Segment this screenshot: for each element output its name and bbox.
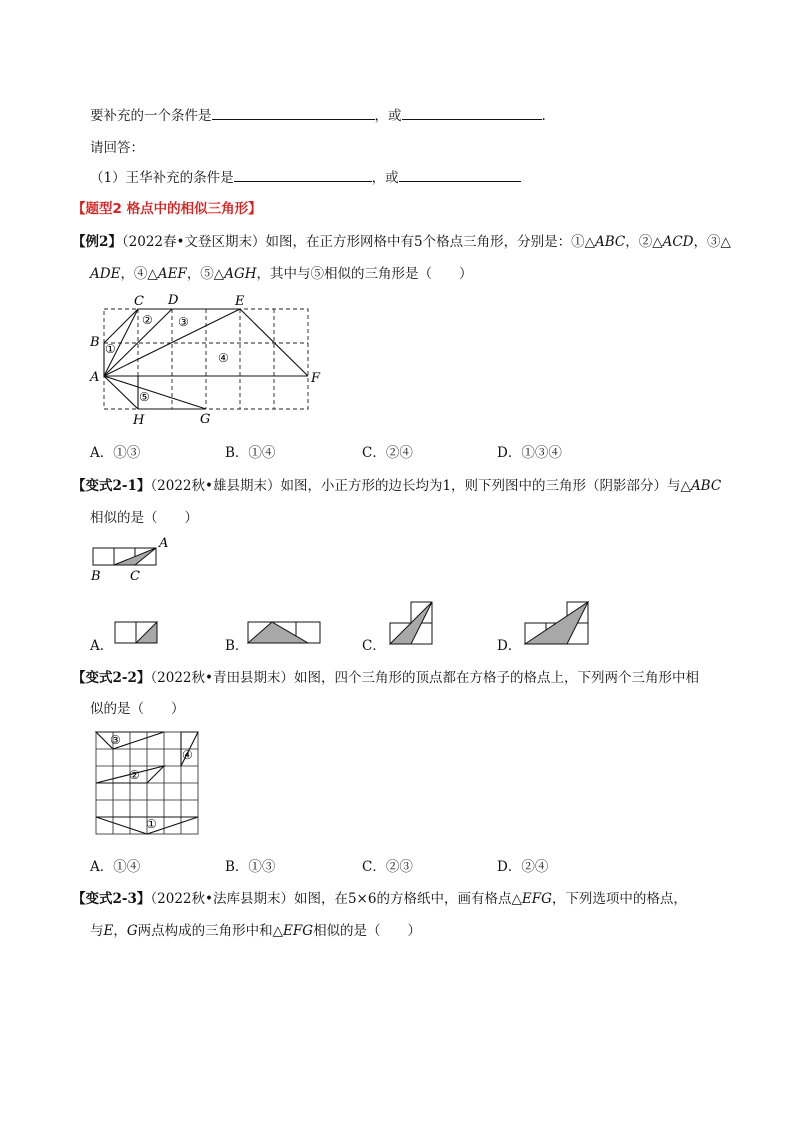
triangle-label-5: ⑤ — [139, 390, 150, 404]
variant-2-3-text-cont: 与E，G两点构成的三角形中和△EFG相似的是（ ） — [90, 923, 422, 939]
triangle-label-1: ① — [146, 817, 157, 831]
triangle-label-4: ④ — [218, 351, 229, 365]
variant-2-2-figure — [92, 728, 202, 838]
triangle-label-3: ③ — [178, 315, 189, 329]
option-b[interactable]: B．①④ — [225, 445, 276, 461]
answer-blank[interactable] — [234, 167, 372, 182]
option-c-figure[interactable] — [386, 600, 434, 648]
variant-2-1-text-cont: 相似的是（ ） — [90, 510, 198, 526]
variant-2-3-text: 【变式2-3】（2022秋•法库县期末）如图，在5×6的方格纸中，画有格点△EFG，下列选项中的格点， — [72, 891, 687, 907]
option-d[interactable]: D．①③④ — [497, 445, 562, 461]
section-title: 【题型2 格点中的相似三角形】 — [72, 201, 262, 217]
option-d[interactable]: D．②④ — [497, 859, 549, 875]
example-2-text: 【例2】（2022春•文登区期末）如图，在正方形网格中有5个格点三角形，分别是：①△ABC，②△ACD，③△ — [72, 234, 731, 250]
option-c[interactable]: C．②④ — [362, 445, 413, 461]
triangle-label-2: ② — [129, 768, 140, 782]
triangle-label-3: ③ — [110, 733, 121, 747]
point-label-b: B — [90, 335, 100, 350]
option-d-figure[interactable] — [521, 600, 591, 648]
question-1-line: （1）王华补充的条件是 ，或 — [90, 166, 521, 186]
answer-blank[interactable] — [212, 105, 375, 120]
point-label-c: C — [134, 294, 144, 309]
option-c[interactable]: C． — [362, 638, 386, 654]
point-label-d: D — [168, 293, 179, 308]
option-c[interactable]: C．②③ — [362, 859, 413, 875]
option-b-figure[interactable] — [247, 620, 323, 646]
point-label-f: F — [311, 371, 321, 386]
condition-line: 要补充的一个条件是 ，或 . — [90, 104, 546, 124]
point-label-a: A — [159, 536, 169, 551]
option-a[interactable]: A．①③ — [90, 445, 141, 461]
point-label-a: A — [90, 370, 100, 385]
point-label-e: E — [235, 294, 245, 309]
option-d[interactable]: D． — [497, 638, 522, 654]
option-b[interactable]: B．①③ — [225, 859, 276, 875]
variant-2-2-text-cont: 似的是（ ） — [90, 701, 185, 717]
point-label-b: B — [91, 569, 101, 584]
triangle-label-1: ① — [105, 342, 116, 356]
variant-2-1-text: 【变式2-1】（2022秋•雄县期末）如图，小正方形的边长均为1，则下列图中的三角形（阴影部分）与△ABC — [72, 478, 722, 494]
option-b[interactable]: B． — [225, 638, 249, 654]
option-a[interactable]: A．①④ — [90, 859, 141, 875]
point-label-g: G — [200, 412, 211, 427]
example-2-text-cont: ADE，④△AEF，⑤△AGH，其中与⑤相似的三角形是（ ） — [90, 266, 473, 282]
variant-2-1-figure — [88, 536, 178, 586]
point-label-c: C — [130, 569, 140, 584]
option-a[interactable]: A． — [90, 638, 114, 654]
variant-2-2-text: 【变式2-2】（2022秋•青田县期末）如图，四个三角形的顶点都在方格子的格点上，下列两个三角形中相 — [72, 670, 699, 686]
option-a-figure[interactable] — [114, 620, 160, 646]
triangle-label-2: ② — [142, 313, 153, 327]
please-answer: 请回答： — [90, 140, 144, 156]
answer-blank[interactable] — [399, 167, 521, 182]
triangle-label-4: ④ — [182, 748, 193, 762]
example-2-figure — [88, 292, 328, 427]
answer-blank[interactable] — [402, 105, 542, 120]
point-label-h: H — [133, 413, 145, 428]
